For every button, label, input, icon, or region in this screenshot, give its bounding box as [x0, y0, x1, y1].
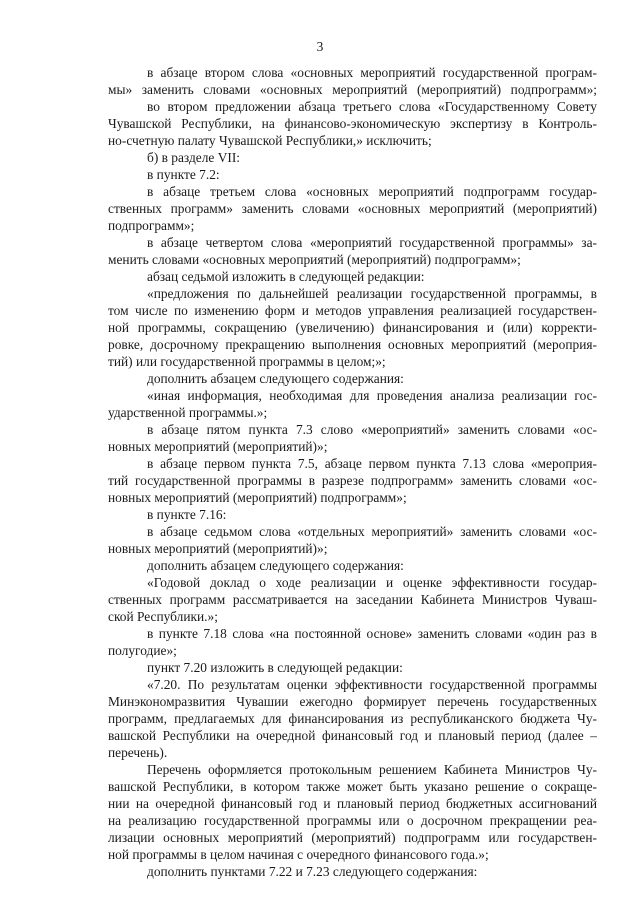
text-line: Перечень оформляется протокольным решением Кабинета Министров Чу-: [147, 762, 597, 777]
text-line: новных мероприятий (мероприятий) подпрограмм»;: [108, 490, 407, 505]
text-line: перечень).: [108, 745, 168, 760]
text-line: абзац седьмой изложить в следующей редакции:: [147, 269, 425, 284]
text-line: на реализацию государственной программы или о досрочном прекращении реа-: [108, 813, 597, 828]
text-line: новных мероприятий (мероприятий)»;: [108, 439, 328, 454]
text-line: вашской Республики на очередной финансовый год и плановый период (далее –: [108, 728, 597, 743]
text-line: «иная информация, необходимая для проведения анализа реализации гос-: [147, 388, 597, 403]
text-line: в абзаце седьмом слова «отдельных мероприятий» заменить словами «ос-: [147, 524, 597, 539]
text-line: Чувашской Республики, на финансово-экономическую экспертизу в Контроль-: [108, 116, 597, 131]
text-line: дополнить пунктами 7.22 и 7.23 следующего содержания:: [147, 864, 478, 879]
text-line: полугодие»;: [108, 643, 177, 658]
text-line: но-счетную палату Чувашской Республики,» исключить;: [108, 133, 432, 148]
text-line: менить словами «основных мероприятий (мероприятий) подпрограмм»;: [108, 252, 521, 267]
text-line: дополнить абзацем следующего содержания:: [147, 371, 404, 386]
text-line: во втором предложении абзаца третьего слова «Государственному Совету: [147, 99, 597, 114]
text-line: б) в разделе VII:: [147, 150, 241, 165]
text-line: в пункте 7.16:: [147, 507, 227, 522]
text-line: в пункте 7.18 слова «на постоянной основе» заменить словами «один раз в: [147, 626, 597, 641]
text-line: в абзаце пятом пункта 7.3 слово «мероприятий» заменить словами «ос-: [147, 422, 597, 437]
page-number: 3: [316, 39, 324, 54]
text-line: ственных программ» заменить словами «основных мероприятий (мероприятий): [108, 201, 597, 216]
text-line: в абзаце четвертом слова «мероприятий государственной программы» за-: [147, 235, 597, 250]
text-line: в абзаце втором слова «основных мероприятий государственной програм-: [147, 65, 597, 80]
text-line: тий) или государственной программы в целом;»;: [108, 354, 386, 369]
text-line: дополнить абзацем следующего содержания:: [147, 558, 404, 573]
text-line: лизации основных мероприятий (мероприятий) подпрограмм или государствен-: [108, 830, 597, 845]
text-line: в абзаце первом пункта 7.5, абзаце первом пункта 7.13 слова «мероприя-: [147, 456, 597, 471]
text-line: Минэкономразвития Чувашии ежегодно формирует перечень государственных: [108, 694, 597, 709]
text-line: «7.20. По результатам оценки эффективности государственной программы: [147, 677, 597, 692]
text-line: ной программы в целом начиная с очередного финансового года.»;: [108, 847, 489, 862]
text-line: нии на очередной финансовый год и плановый период бюджетных ассигнований: [108, 796, 597, 811]
text-line: мы» заменить словами «основных мероприятий (мероприятий) подпрограмм»;: [108, 82, 597, 97]
text-line: тий государственной программы в разрезе подпрограмм» заменить словами «ос-: [108, 473, 597, 488]
text-line: ударственной программы.»;: [108, 405, 268, 420]
text-line: «предложения по дальнейшей реализации государственной программы, в: [147, 286, 597, 301]
text-line: ровке, досрочному прекращению выполнения основных мероприятий (мероприя-: [108, 337, 597, 352]
text-line: новных мероприятий (мероприятий)»;: [108, 541, 328, 556]
text-line: ной программы, сокращению (увеличению) финансирования и (или) корректи-: [108, 320, 597, 335]
text-line: ственных программ рассматривается на заседании Кабинета Министров Чуваш-: [108, 592, 597, 607]
text-line: в пункте 7.2:: [147, 167, 220, 182]
text-line: пункт 7.20 изложить в следующей редакции:: [147, 660, 403, 675]
text-line: вашской Республики, в котором также может быть указано решение о сокраще-: [108, 779, 597, 794]
text-line: ской Республики.»;: [108, 609, 218, 624]
text-line: в абзаце третьем слова «основных мероприятий подпрограмм государ-: [147, 184, 597, 199]
text-line: программ, предлагаемых для финансирования из республиканского бюджета Чу-: [108, 711, 597, 726]
text-line: том числе по изменению форм и методов управления реализацией государствен-: [108, 303, 597, 318]
text-line: «Годовой доклад о ходе реализации и оценке эффективности государ-: [147, 575, 597, 590]
text-line: подпрограмм»;: [108, 218, 195, 233]
